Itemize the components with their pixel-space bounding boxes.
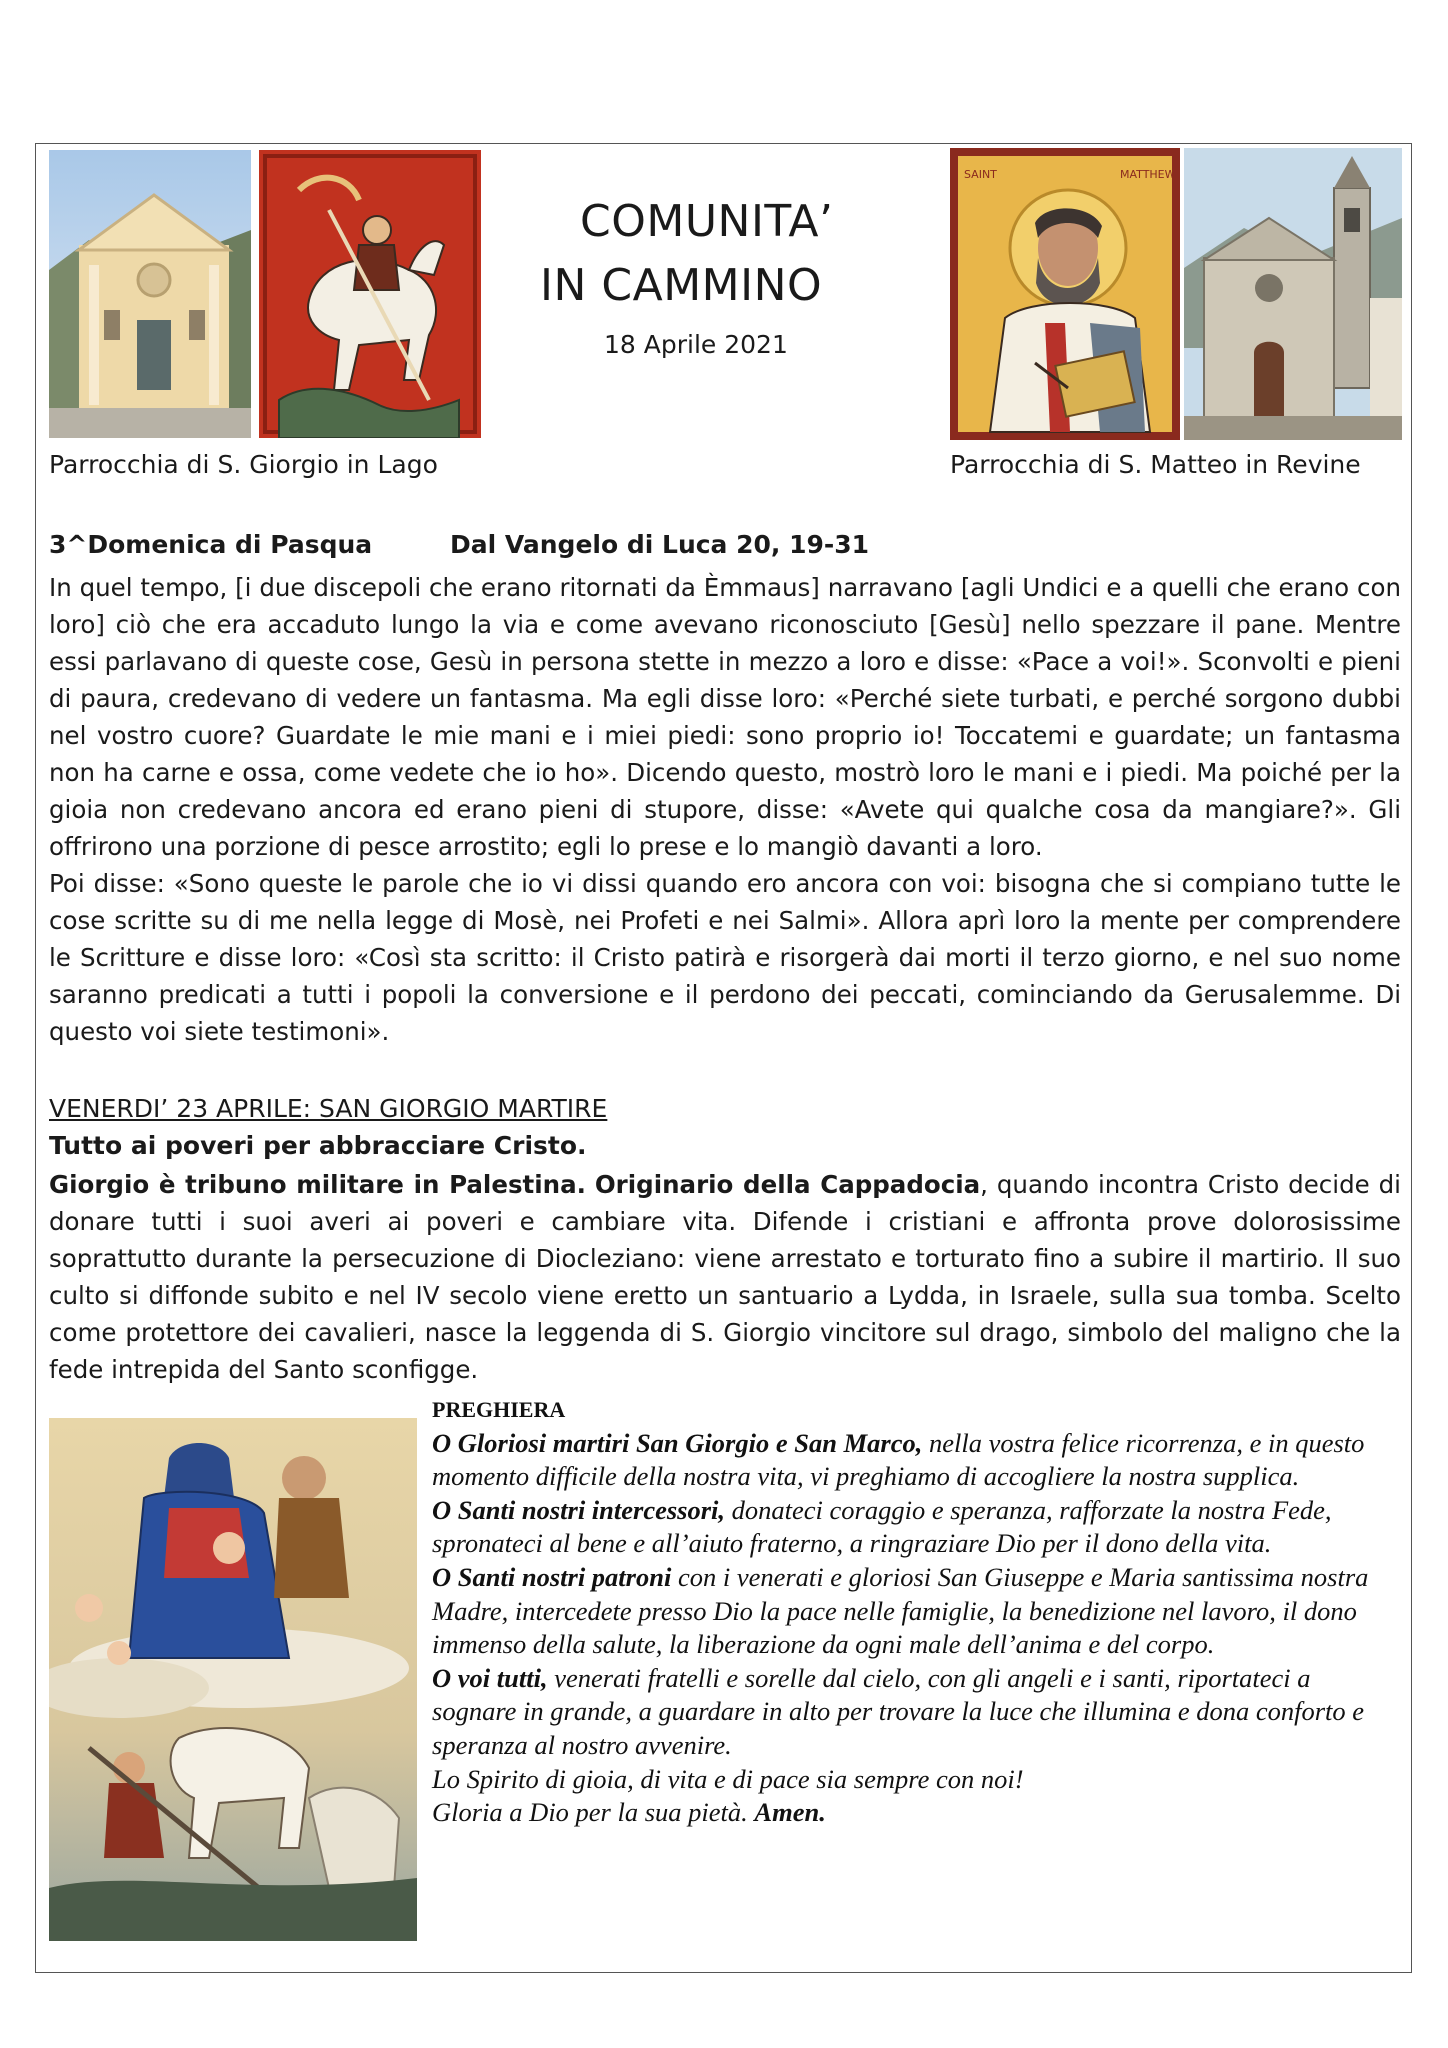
prayer-invocation-2: O Santi nostri intercessori, (432, 1494, 726, 1525)
prayer-invocation-4: O voi tutti, (432, 1662, 548, 1693)
issue-date: 18 Aprile 2021 (604, 330, 788, 359)
church-icon (49, 150, 251, 438)
gospel-text: In quel tempo, [i due discepoli che erano ritornati da Èmmaus] narravano [agli Undici e a quelli che erano con loro] ciò che era accaduto lungo la via e come avevano riconosciuto [Gesù] nello spezzare il pane. Mentre essi parlavano di queste cose, Gesù in persona stette in mezzo a loro e disse: «Pace a voi!». Sconvolti e pieni di paura, credevano di vedere un fantasma. Ma egli disse loro: «Perché siete turbati, e perché sorgono dubbi nel vostro cuore? Guardate le mie mani e i miei piedi: sono proprio io! Toccatemi e guardate; un fantasma non ha carne e ossa, come vedete che io ho». Dicendo questo, mostrò loro le mani e i piedi. Ma poiché per la gioia non credevano ancora ed erano pieni di stupore, disse: «Avete qui qualche cosa da mangiare?». Gli offrirono una porzione di pesce arrostito; egli lo prese e lo mangiò davanti a loro. (49, 573, 1401, 861)
gospel-text-continued: Poi disse: «Sono queste le parole che io vi dissi quando ero ancora con voi: bisogna che si compiano tutte le cose scritte su di me nella legge di Mosè, nei Profeti e nei Salmi». Allora aprì loro la mente per comprendere le Scritture e disse loro: «Così sta scritto: il Cristo patirà e risorgerà dai morti il terzo giorno, e nel suo nome saranno predicati a tutti i popoli la conversione e il perdono dei peccati, cominciando da Gerusalemme. Di questo voi siete testimoni». (49, 869, 1401, 1046)
prayer-paragraph-1 (432, 1427, 1372, 1494)
prayer-text-1: nella vostra felice ricorrenza, e in questo momento difficile della nostra vita, vi preghiamo di accogliere la nostra supplica. (432, 1427, 1365, 1492)
feast-bold-2: Originario della Cappadocia (594, 1170, 981, 1199)
prayer-paragraph-4 (432, 1662, 1372, 1763)
church-bell-tower-icon (1184, 148, 1402, 440)
prayer-closing-text: Gloria a Dio per la sua pietà. (432, 1797, 755, 1828)
saint-matthew-icon (950, 148, 1180, 440)
prayer-amen: Amen. (754, 1797, 826, 1828)
feast-bold-1: Giorgio è tribuno militare in Palestina. (49, 1170, 586, 1199)
feast-title: VENERDI’ 23 APRILE: SAN GIORGIO MARTIRE (49, 1094, 608, 1123)
saint-george-dragon-icon (259, 150, 481, 438)
prayer-line-6 (432, 1796, 1372, 1830)
feast-body: , quando incontra Cristo decide di donare tutti i suoi averi ai poveri e cambiare vita. Difende i cristiani e affronta prove dolorosissime soprattutto durante la persecuzione di Diocleziano: viene arrestato e torturato fino a subire il martirio. Il suo culto si diffonde subito e nel IV secolo viene eretto un santuario a Lydda, in Israele, sulla sua tomba. Scelto come protettore dei cavalieri, nasce la leggenda di S. Giorgio vincitore sul drago, simbolo del maligno che la fede intrepida del Santo sconfigge. (49, 1170, 1401, 1384)
feast-subtitle: Tutto ai poveri per abbracciare Cristo. (49, 1131, 587, 1160)
masthead-title-line1: COMUNITA’ (580, 196, 834, 247)
icon-label-matthew: MATTHEW (1120, 168, 1176, 181)
sunday-label: 3^Domenica di Pasqua (49, 530, 373, 559)
prayer-heading: PREGHIERA (432, 1397, 566, 1422)
prayer-text-2: donateci coraggio e speranza, rafforzate la nostra Fede, spronateci al bene e all’aiuto fraterno, a ringraziare Dio per il dono della vita. (432, 1494, 1332, 1559)
prayer-line-5: Lo Spirito di gioia, di vita e di pace sia sempre con noi! (432, 1763, 1024, 1794)
parish-left: Parrocchia di S. Giorgio in Lago (49, 450, 438, 479)
gospel-reference: Dal Vangelo di Luca 20, 19-31 (450, 530, 870, 559)
gospel-heading (49, 530, 870, 559)
prayer-invocation-3: O Santi nostri patroni (432, 1561, 672, 1592)
prayer-text-4: venerati fratelli e sorelle dal cielo, con gli angeli e i santi, riportateci a sognare in grande, a guardare in alto per trovare la luce che illumina e dona conforto e speranza al nostro avvenire. (432, 1662, 1365, 1760)
prayer-invocation-1: O Gloriosi martiri San Giorgio e San Marco, (432, 1427, 923, 1458)
madonna-saint-george-painting (49, 1418, 417, 1941)
prayer-block (432, 1393, 1372, 1830)
feast-text (49, 1166, 1401, 1388)
parish-right: Parrocchia di S. Matteo in Revine (950, 450, 1361, 479)
prayer-text-3: con i venerati e gloriosi San Giuseppe e Maria santissima nostra Madre, intercedete presso Dio la pace nelle famiglie, la benedizione nel lavoro, il dono immenso della salute, la liberazione da ogni male dell’anima e del corpo. (432, 1561, 1369, 1660)
prayer-paragraph-2 (432, 1494, 1372, 1561)
icon-label-saint: SAINT (964, 168, 997, 181)
masthead-title-line2: IN CAMMINO (540, 260, 823, 311)
prayer-paragraph-3 (432, 1561, 1372, 1662)
